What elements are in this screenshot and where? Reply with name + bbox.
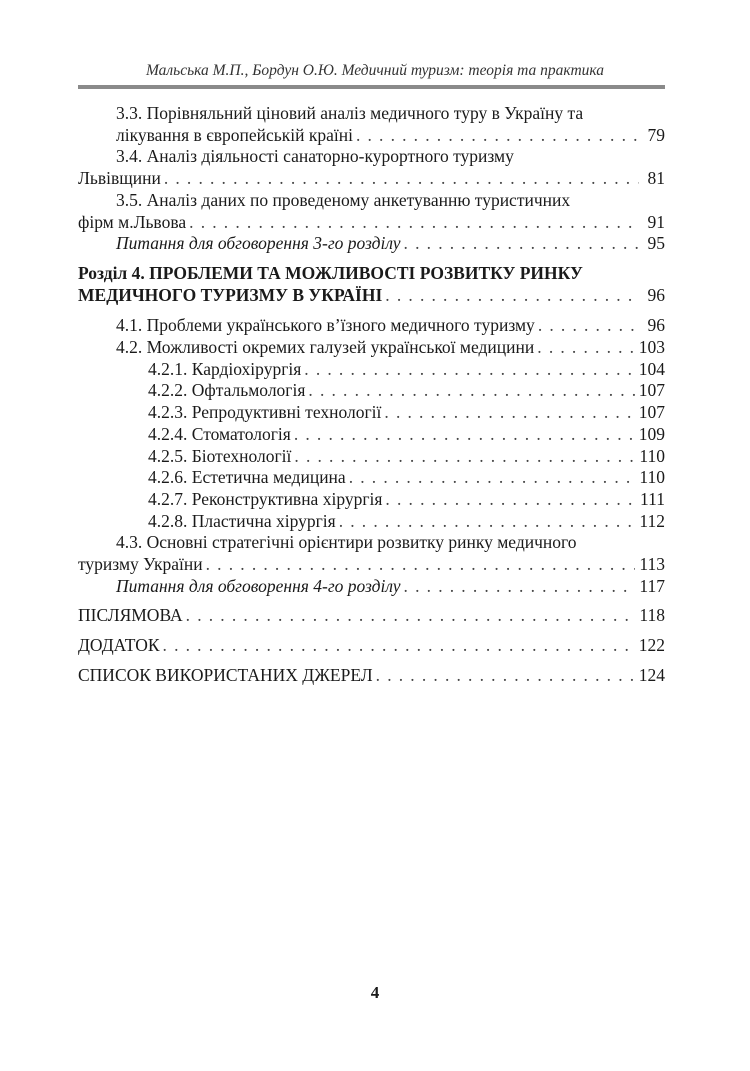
toc-entry-title: фірм м.Львова — [78, 211, 187, 232]
toc-entry-title: 4.2.8. Пластична хірургія — [148, 510, 336, 531]
toc-page-number: 107 — [638, 402, 665, 423]
toc-leader — [161, 168, 639, 190]
toc-leader — [373, 665, 635, 687]
toc-entry-title: Питання для обговорення 4-го розділу — [116, 575, 401, 596]
toc-page-number: 117 — [639, 575, 665, 596]
toc-entry-title: 4.2.2. Офтальмологія — [148, 380, 306, 401]
toc-entry-title: ПІСЛЯМОВА — [78, 605, 183, 626]
toc-page-number: 110 — [639, 467, 665, 488]
toc-entry-title: 4.2.7. Реконструктивна хірургія — [148, 488, 383, 509]
toc-entry-4-2[interactable] — [78, 337, 665, 359]
table-of-contents — [78, 103, 665, 687]
toc-entry-4-2-8[interactable] — [78, 511, 665, 533]
toc-entry-title: 3.5. Аналіз даних по проведеному анкетуванню туристичних — [116, 189, 571, 210]
toc-entry-title: 4.1. Проблеми українського в’їзного медичного туризму — [116, 315, 535, 336]
toc-entry-questions-4[interactable] — [78, 576, 665, 598]
toc-page-number: 95 — [647, 233, 665, 254]
toc-leader — [382, 489, 636, 511]
toc-leader — [336, 511, 636, 533]
toc-page-number: 110 — [639, 445, 665, 466]
toc-page-number: 109 — [638, 423, 665, 444]
toc-entry-title: Питання для обговорення 3-го розділу — [116, 233, 401, 254]
toc-leader — [401, 233, 639, 255]
toc-entry-title: 4.3. Основні стратегічні орієнтири розвитку ринку медичного — [116, 532, 577, 553]
toc-entry-afterword[interactable] — [78, 605, 665, 627]
toc-leader — [401, 576, 636, 598]
toc-entry-references[interactable] — [78, 665, 665, 687]
toc-leader — [346, 467, 636, 489]
toc-entry-4-3[interactable] — [78, 532, 665, 575]
running-header: Мальська М.П., Бордун О.Ю. Медичний туризм: теорія та практика — [145, 62, 605, 79]
toc-entry-4-2-6[interactable] — [78, 467, 665, 489]
toc-entry-title: 4.2. Можливості окремих галузей української медицини — [116, 337, 535, 358]
toc-entry-title: лікування в європейській країні — [116, 124, 353, 145]
toc-leader — [301, 359, 634, 381]
header-rule — [78, 85, 665, 89]
toc-entry-4-2-4[interactable] — [78, 424, 665, 446]
toc-leader — [353, 125, 639, 147]
toc-page-number: 103 — [638, 337, 665, 358]
toc-leader — [160, 635, 635, 657]
toc-page-number: 118 — [639, 605, 665, 626]
toc-entry-title: 4.2.6. Естетична медицина — [148, 467, 346, 488]
toc-entry-appendix[interactable] — [78, 635, 665, 657]
toc-entry-title: 3.4. Аналіз діяльності санаторно-курортного туризму — [116, 146, 514, 167]
toc-entry-title: 3.3. Порівняльний ціновий аналіз медичного туру в Україну та — [116, 103, 584, 123]
toc-entry-questions-3[interactable] — [78, 233, 665, 255]
toc-page-number: 96 — [647, 284, 665, 305]
toc-entry-title: 4.2.3. Репродуктивні технології — [148, 402, 382, 423]
toc-leader — [291, 446, 635, 468]
toc-page-number: 91 — [647, 211, 665, 232]
page-number: 4 — [370, 983, 380, 1002]
toc-entry-chapter-4[interactable] — [78, 263, 665, 306]
toc-leader — [186, 212, 639, 234]
toc-leader — [381, 402, 634, 424]
toc-page-number: 107 — [638, 380, 665, 401]
toc-page-number: 122 — [638, 635, 665, 656]
toc-page-number: 79 — [647, 124, 665, 145]
toc-entry-title: МЕДИЧНОГО ТУРИЗМУ В УКРАЇНІ — [78, 284, 383, 305]
toc-leader — [382, 285, 639, 307]
toc-leader — [203, 554, 636, 576]
toc-entry-title: Розділ 4. ПРОБЛЕМИ ТА МОЖЛИВОСТІ РОЗВИТКУ РИНКУ — [78, 262, 583, 283]
toc-entry-4-2-2[interactable] — [78, 380, 665, 402]
toc-entry-title: ДОДАТОК — [78, 635, 160, 656]
toc-entry-3-5[interactable] — [78, 190, 665, 233]
toc-entry-4-1[interactable] — [78, 315, 665, 337]
toc-entry-4-2-5[interactable] — [78, 446, 665, 468]
toc-entry-title: Львівщини — [78, 168, 161, 189]
toc-entry-title: 4.2.5. Біотехнології — [148, 445, 292, 466]
toc-page-number: 124 — [638, 664, 665, 685]
toc-entry-title: туризму України — [78, 554, 203, 575]
toc-entry-4-2-7[interactable] — [78, 489, 665, 511]
toc-page-number: 112 — [639, 510, 665, 531]
toc-entry-title: 4.2.4. Стоматологія — [148, 423, 291, 444]
toc-entry-title: СПИСОК ВИКОРИСТАНИХ ДЖЕРЕЛ — [78, 664, 373, 685]
toc-page-number: 111 — [640, 488, 665, 509]
toc-entry-4-2-1[interactable] — [78, 359, 665, 381]
toc-leader — [305, 380, 634, 402]
toc-entry-4-2-3[interactable] — [78, 402, 665, 424]
toc-leader — [535, 315, 639, 337]
toc-page-number: 113 — [639, 554, 665, 575]
toc-leader — [534, 337, 634, 359]
toc-page-number: 104 — [638, 358, 665, 379]
toc-entry-3-4[interactable] — [78, 146, 665, 189]
toc-page-number: 81 — [647, 168, 665, 189]
toc-entry-3-3[interactable] — [78, 103, 665, 146]
toc-page-number: 96 — [647, 315, 665, 336]
toc-entry-title: 4.2.1. Кардіохірургія — [148, 358, 302, 379]
toc-leader — [183, 605, 636, 627]
toc-leader — [291, 424, 635, 446]
